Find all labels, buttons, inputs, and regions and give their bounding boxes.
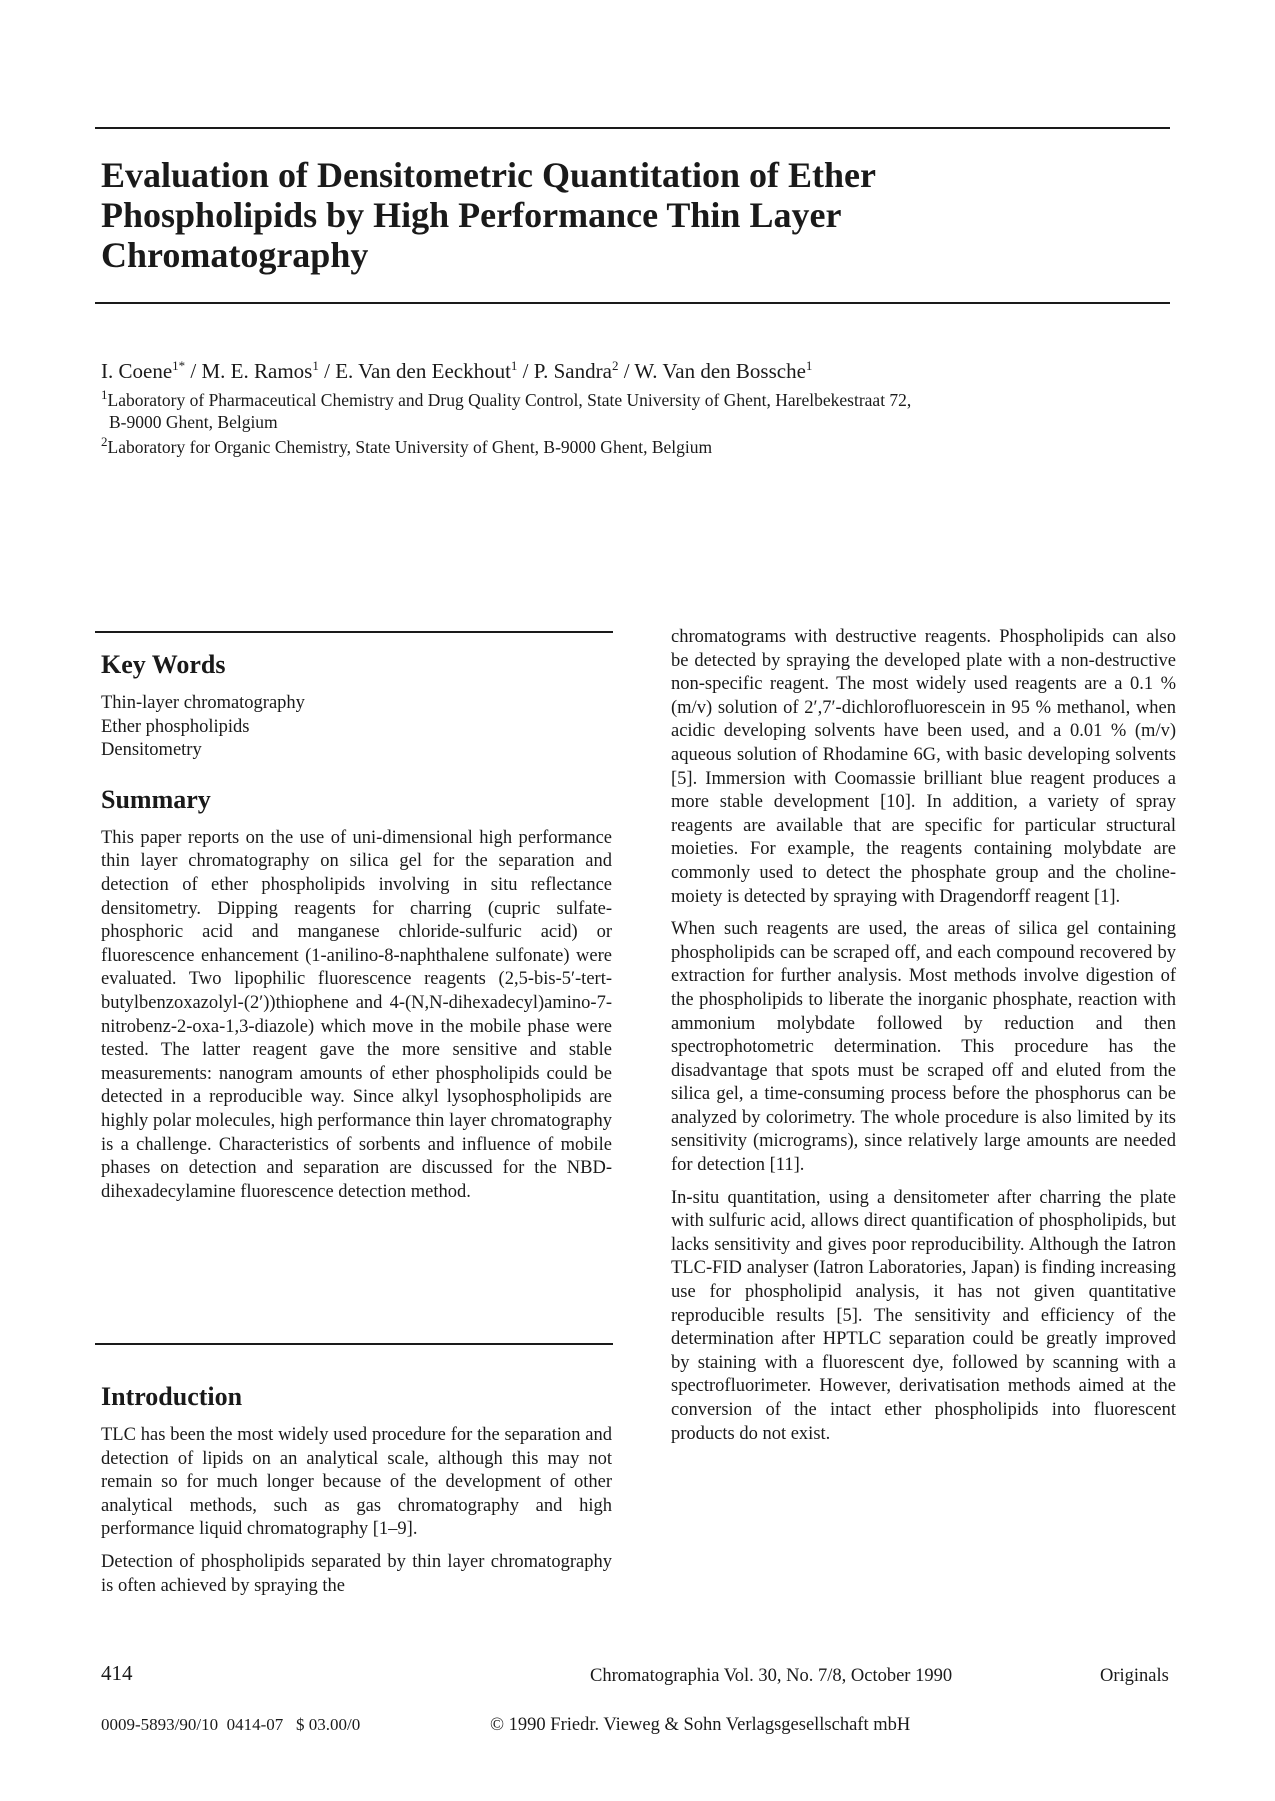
author-name: W. Van den Bossche — [634, 359, 806, 383]
author-name: P. Sandra — [533, 359, 612, 383]
author-sup: 1 — [805, 358, 813, 373]
keyword-item: Ether phospholipids — [101, 716, 250, 737]
author-list — [101, 358, 1181, 384]
summary-text: This paper reports on the use of uni-dimensional high performance thin layer chromatography on silica gel for the separation and detection of ether phospholipids involving in situ reflectance densitometry. Dipping reagents for charring (cupric sulfate-phosphoric acid and manganese chloride-sulfuric acid) or fluorescence enhancement (1-anilino-8-naphthalene sulfonate) were evaluated. Two lipophilic fluorescence reagents (2,5-bis-5′-tert-butylbenzoxazolyl-(2′))thiophene and 4-(N,N-dihexadecyl)amino-7-nitrobenz-2-oxa-1,3-diazole) which move in the mobile phase were tested. The latter reagent gave the more sensitive and stable measurements: nanogram amounts of ether phospholipids could be detected in a reproducible way. Since alkyl lysophospholipids are highly polar molecules, high performance thin layer chromatography is a challenge. Characteristics of sorbents and influence of mobile phases on detection and separation are discussed for the NBD-dihexadecylamine fluorescence detection method. — [101, 827, 612, 1202]
author-name: E. Van den Eeckhout — [335, 359, 511, 383]
header-top-rule — [95, 127, 1170, 129]
introduction-section — [101, 1382, 612, 1607]
page-number: 414 — [101, 1661, 133, 1685]
keywords-list — [101, 692, 612, 763]
right-column — [671, 626, 1176, 1455]
author-sup: 1 — [510, 358, 518, 373]
affiliation-sup: 1 — [101, 387, 108, 403]
copyright-line: © 1990 Friedr. Vieweg & Sohn Verlagsgesellschaft mbH — [490, 1715, 911, 1735]
title-line: Evaluation of Densitometric Quantitation of Ether — [101, 155, 876, 195]
keyword-item: Thin-layer chromatography — [101, 693, 305, 713]
section-label: Originals — [1100, 1666, 1169, 1686]
summary-heading: Summary — [101, 784, 211, 814]
left-column-mid-rule — [95, 1343, 613, 1345]
affiliation-text: B-9000 Ghent, Belgium — [109, 412, 278, 432]
affiliation — [101, 389, 1181, 433]
author-sup: 2 — [611, 358, 619, 373]
author-separator: / — [185, 359, 202, 383]
title-line: Chromatography — [101, 235, 369, 275]
keyword-item: Densitometry — [101, 740, 202, 761]
left-column — [101, 650, 612, 1213]
left-column-top-rule — [95, 631, 613, 633]
author-sup: 1* — [172, 358, 186, 373]
affiliation-text: Laboratory of Pharmaceutical Chemistry and Drug Quality Control, State University of Ghent, Harelbekestraat 72, — [107, 390, 912, 410]
author-separator: / — [517, 359, 534, 383]
journal-citation: Chromatographia Vol. 30, No. 7/8, October 1990 — [590, 1666, 953, 1686]
affiliation-text: Laboratory for Organic Chemistry, State University of Ghent, B-9000 Ghent, Belgium — [107, 437, 713, 457]
affiliation — [101, 436, 1181, 458]
body-paragraph: chromatograms with destructive reagents. Phospholipids can also be detected by spraying the developed plate with a non-destructive non-specific reagent. The most widely used reagents are a 0.1 % (m/v) solution of 2′,7′-dichlorofluorescein in 95 % methanol, when acidic developing solvents have been used, and a 0.01 % (m/v) aqueous solution of Rhodamine 6G, with basic developing solvents [5]. Immersion with Coomassie brilliant blue reagent produces a more stable development [10]. In addition, a variety of spray reagents are available that are specific for particular structural moieties. For example, the reagents containing molybdate are commonly used to detect the phosphate group and the choline-moiety is detected by spraying with Dragendorff reagent [1]. — [671, 627, 1176, 907]
affiliation-sup: 2 — [101, 434, 108, 450]
title-line: Phospholipids by High Performance Thin Layer — [101, 195, 842, 235]
body-paragraph: When such reagents are used, the areas of silica gel containing phospholipids can be scraped off, and each compound recovered by extraction for further analysis. Most methods involve digestion of the phospholipids to liberate the inorganic phosphate, reaction with ammonium molybdate followed by reduction and then spectrophotometric determination. This procedure has the disadvantage that spots must be scraped off and eluted from the silica gel, a time-consuming process before the phosphorus can be analyzed by colorimetry. The whole procedure is also limited by its sensitivity (micrograms), since relatively large amounts are needed for detection [11]. — [671, 919, 1176, 1176]
introduction-heading: Introduction — [101, 1382, 243, 1411]
issn-line: 0009-5893/90/10 0414-07 $ 03.00/0 — [101, 1715, 361, 1734]
author-sup: 1 — [312, 358, 319, 373]
body-paragraph: Detection of phospholipids separated by thin layer chromatography is often achieved by spraying the — [101, 1551, 612, 1596]
keywords-heading: Key Words — [101, 650, 226, 679]
author-name: M. E. Ramos — [201, 359, 313, 383]
author-name: I. Coene — [101, 359, 173, 383]
author-separator: / — [618, 359, 635, 383]
body-paragraph: TLC has been the most widely used procedure for the separation and detection of lipids on an analytical scale, although this may not remain so for much longer because of the development of other analytical methods, such as gas chromatography and high performance liquid chromatography [1–9]. — [101, 1425, 612, 1540]
author-separator: / — [318, 359, 336, 383]
header-bottom-rule — [95, 302, 1170, 304]
body-paragraph: In-situ quantitation, using a densitometer after charring the plate with sulfuric acid, allows direct quantification of phospholipids, but lacks sensitivity and gives poor reproducibility. Although the Iatron TLC-FID analyser (Iatron Laboratories, Japan) is finding increasing use for phospholipid analysis, it has not given quantitative reproducible results [5]. The sensitivity and efficiency of the determination after HPTLC separation could be greatly improved by staining with a fluorescent dye, followed by scanning with a spectrofluorimeter. However, derivatisation methods aimed at the conversion of the intact ether phospholipids into fluorescent products do not exist. — [671, 1187, 1176, 1444]
page-title — [101, 155, 1161, 275]
